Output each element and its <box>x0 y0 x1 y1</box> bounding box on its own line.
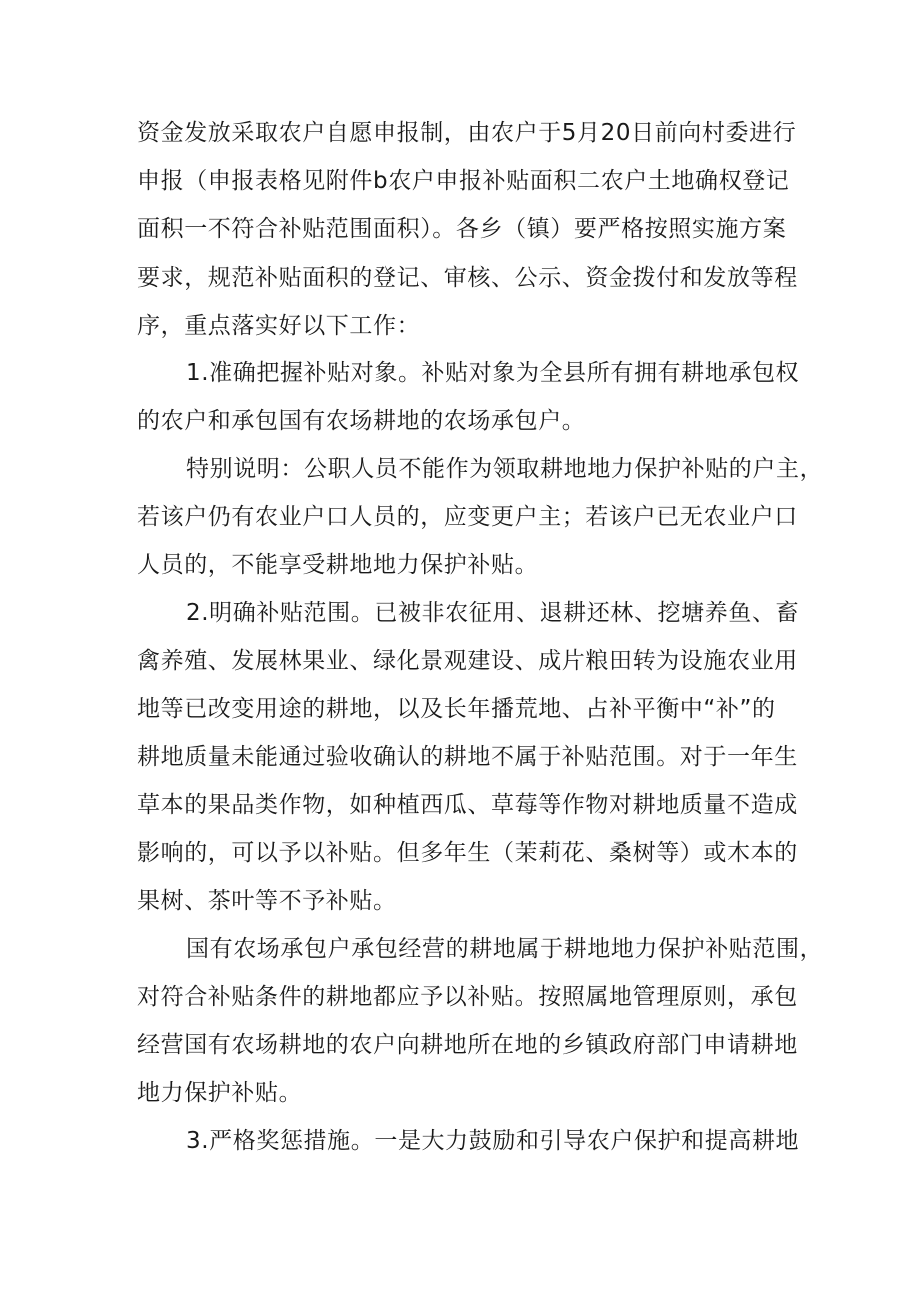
text-line: 人员的，不能享受耕地地力保护补贴。 <box>137 552 539 578</box>
text-line: 草本的果品类作物，如种植西瓜、草莓等作物对耕地质量不造成 <box>137 792 798 818</box>
text-line: 地力保护补贴。 <box>137 1080 303 1106</box>
paragraph-start: 国有农场承包户承包经营的耕地属于耕地地力保护补贴范围， <box>186 936 824 962</box>
text-line: 地等已改变用途的耕地，以及长年播荒地、占补平衡中“补”的 <box>137 696 776 722</box>
text-line: 若该户仍有农业户口人员的，应变更户主；若该户已无农业户口 <box>137 504 798 530</box>
text-line: 的农户和承包国有农场耕地的农场承包户。 <box>137 408 586 434</box>
text-line: 对符合补贴条件的耕地都应予以补贴。按照属地管理原则，承包 <box>137 984 798 1010</box>
text-line: 影响的，可以予以补贴。但多年生（茉莉花、桑树等）或木本的 <box>137 840 798 866</box>
text-line: 禽养殖、发展林果业、绿化景观建设、成片粮田转为设施农业用 <box>137 648 798 674</box>
list-item-heading: 1.准确把握补贴对象。补贴对象为全县所有拥有耕地承包权 <box>186 360 800 386</box>
text-line: 经营国有农场耕地的农户向耕地所在地的乡镇政府部门申请耕地 <box>137 1032 798 1058</box>
list-item-heading: 2.明确补贴范围。已被非农征用、退耕还林、挖塘养鱼、畜 <box>186 600 800 626</box>
paragraph-start: 特别说明：公职人员不能作为领取耕地地力保护补贴的户主， <box>186 456 824 482</box>
text-line: 要求，规范补贴面积的登记、审核、公示、资金拨付和发放等程 <box>137 265 798 291</box>
text-line: 序，重点落实好以下工作： <box>137 313 421 339</box>
text-line: 申报（申报表格见附件b农户申报补贴面积二农户土地确权登记 <box>137 168 790 194</box>
text-line: 面积一不符合补贴范围面积）。各乡（镇）要严格按照实施方案 <box>137 216 787 242</box>
text-line: 资金发放采取农户自愿申报制，由农户于5月20日前向村委进行 <box>137 120 797 146</box>
text-line: 耕地质量未能通过验收确认的耕地不属于补贴范围。对于一年生 <box>137 744 798 770</box>
list-item-heading: 3.严格奖惩措施。一是大力鼓励和引导农户保护和提高耕地 <box>186 1128 800 1154</box>
text-line: 果树、茶叶等不予补贴。 <box>137 888 397 914</box>
